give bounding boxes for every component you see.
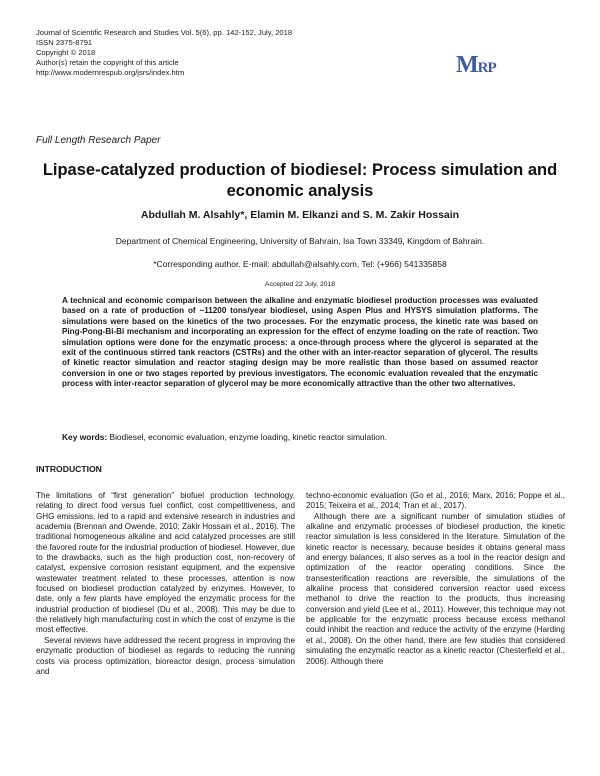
- journal-copyright: Copyright © 2018: [36, 48, 96, 57]
- paragraph: techno-economic evaluation (Go et al., 2016; Marx, 2016; Poppe et al., 2015; Teixeira et al., 2014; Tran et al., 2017).: [306, 491, 565, 511]
- abstract: A technical and economic comparison between the alkaline and enzymatic biodiesel production processes was evaluated based on a rate of production of ~11200 tons/year biodiesel, using Aspen Plus and HYSYS simulation platforms. The simulations were based on the kinetics of the two processes. For the enzymatic process, the kinetic rate was based on Ping-Pong-Bi-Bi mechanism and incorporating an expression for the effect of enzyme loading on the rate of reaction. Two simulation options were done for the enzymatic process: a once-through process where the glycerol is separated at the exit of the continuous stirred tank reactors (CSTRs) and the other with an inter-reactor separation of glycerol. The results of kinetic reactor simulation and reactor staging design may be more realistic than those based on assumed reactor conversion in one or two stages reported by previous investigators. The economic evaluation revealed that the enzymatic process with inter-reactor separation of glycerol may be more economically attractive than the other two alternatives.: [62, 296, 538, 389]
- corresponding-author: *Corresponding author. E-mail: abdullah@alsahly.com, Tel: (+966) 541335858: [153, 259, 447, 269]
- accepted-date: Accepted 22 July, 2018: [264, 281, 336, 288]
- journal-issn: ISSN 2375-8791: [36, 38, 93, 47]
- paper-type: Full Length Research Paper: [36, 135, 161, 146]
- paragraph: Several reviews have addressed the recent progress in improving the enzymatic production of biodiesel as regards to reducing the running costs via process optimization, bioreactor design, process simulation and: [36, 635, 295, 676]
- body-column-right: [306, 491, 565, 667]
- journal-header: [36, 28, 292, 78]
- affiliation: Department of Chemical Engineering, University of Bahrain, Isa Town 33349, Kingdom of Bahrain.: [115, 236, 485, 246]
- paper-title: Lipase-catalyzed production of biodiesel: Process simulation and economic analysis: [42, 161, 558, 200]
- body-column-left: [36, 491, 295, 677]
- paragraph: The limitations of “first generation” biofuel production technology, relating to direct food versus fuel conflict, cost competitiveness, and GHG emissions, led to a rapid and extensive research in industries and academia (Brennan and Owende, 2010; Zakir Hossain et al., 2016). The traditional homogeneous alkaline and acid catalyzed processes are still the favored route for the industrial production of biodiesel. However, due to the drawbacks, such as the high production cost, non-recovery of catalyst, expensive corrosion resistant equipment, and the expensive wastewater treatment related to these processes, attention is now focused on biodiesel production catalyzed by enzymes. However, to date, only a few plants have employed the enzymatic process for the industrial production of biodiesel (Du et al., 2008). This may be due to the relatively high manufacturing cost in which the cost of enzyme is the most effective.: [36, 491, 295, 635]
- journal-rights: Author(s) retain the copyright of this article: [36, 58, 179, 67]
- keywords-label: Key words:: [62, 432, 108, 442]
- publisher-logo: MRP: [456, 52, 496, 78]
- keywords: [62, 432, 538, 442]
- journal-url[interactable]: http://www.modernrespub.org/jsrs/index.htm: [36, 68, 185, 77]
- authors: Abdullah M. Alsahly*, Elamin M. Elkanzi and S. M. Zakir Hossain: [140, 209, 460, 221]
- journal-citation: Journal of Scientific Research and Studies Vol. 5(6), pp. 142-152, July, 2018: [36, 28, 293, 37]
- section-heading-introduction: INTRODUCTION: [36, 464, 102, 474]
- paragraph: Although there are a significant number of simulation studies of alkaline and enzymatic processes of biodiesel production, the kinetic reactor simulation is less considered in the literature. Simulation of the kinetic reactor is necessary, because besides it obtains general mass and energy balances, it also serves as a tool in the reactor design and optimization of the reactor operating conditions. Since the transesterification reactions are reversible, the simulations of the alkaline process that considered conversion reactor used excess methanol to drive the reaction to the products, thus increasing conversion and yield (Lee et al., 2011). However, this technique may not be applicable for the enzymatic process because excess methanol could inhibit the reaction and reduce the activity of the enzyme (Harding et al., 2008). On the other hand, there are few studies that considered simulating the enzymatic reactor as a kinetic reactor (Chesterfield et al., 2006). Although there: [306, 511, 565, 666]
- keywords-text: Biodiesel, economic evaluation, enzyme loading, kinetic reactor simulation.: [109, 432, 387, 442]
